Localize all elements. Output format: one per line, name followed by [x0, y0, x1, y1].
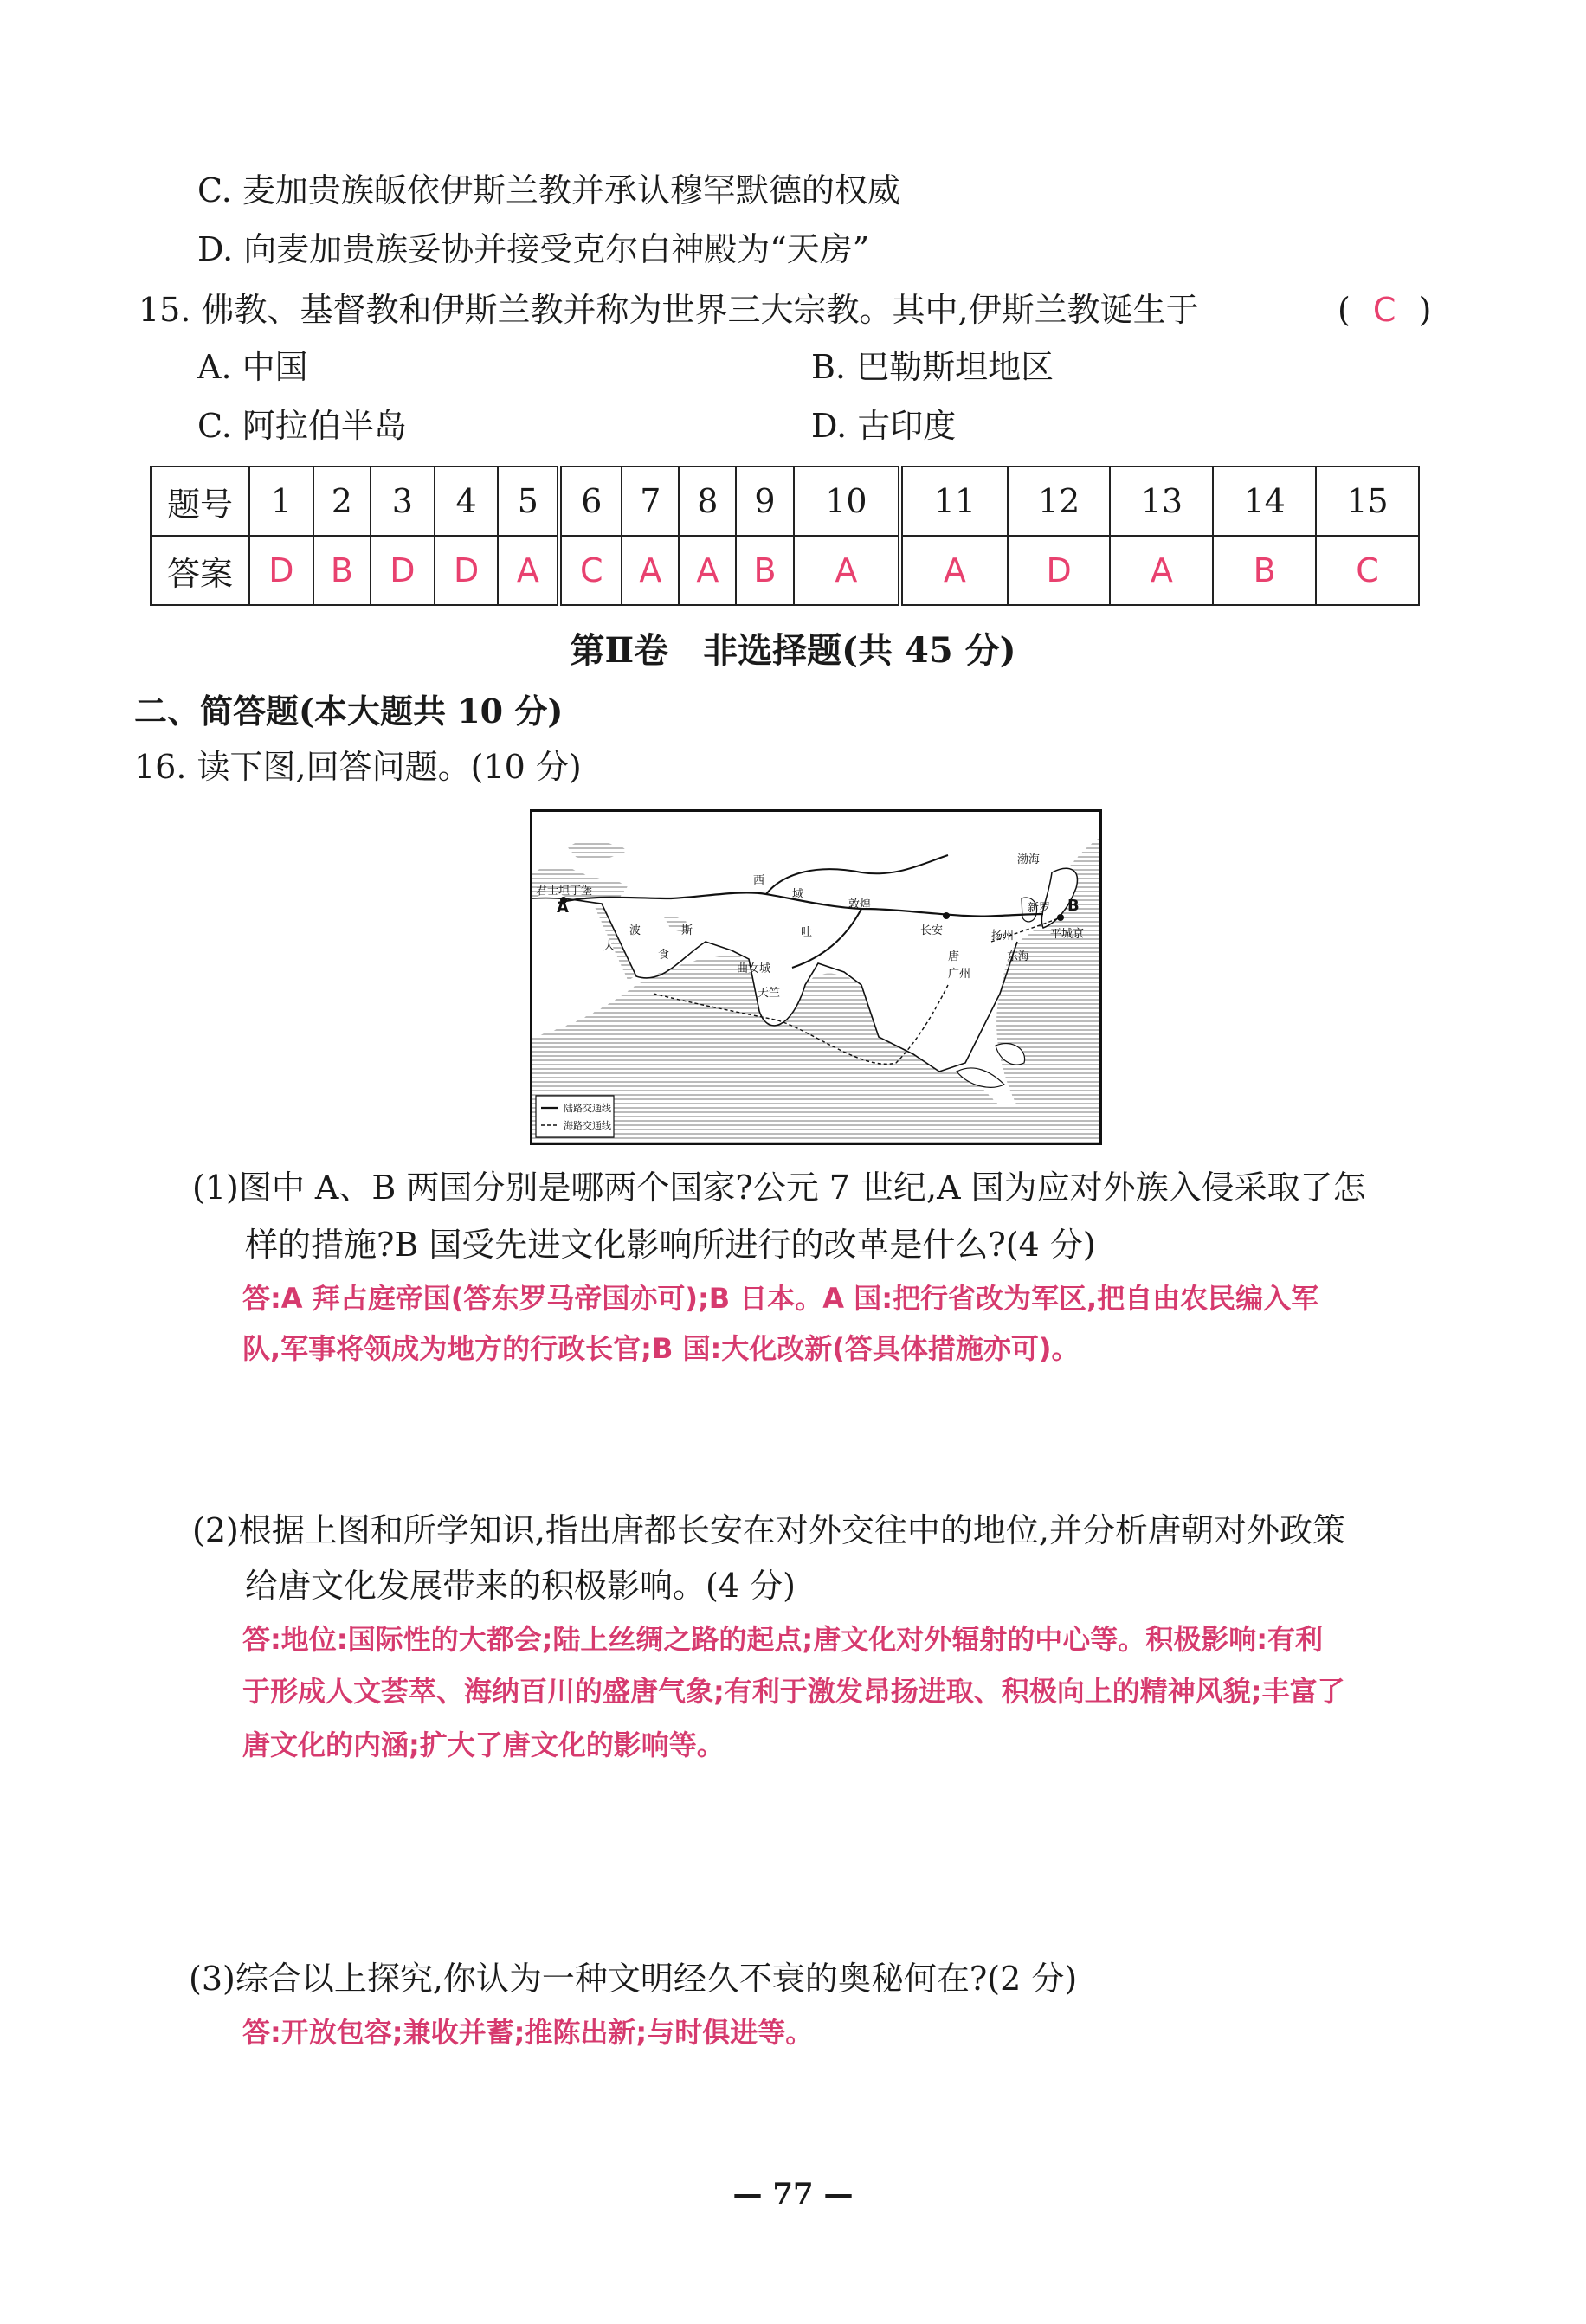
table-cell-answer: D [435, 536, 499, 605]
q15-stem: 15. 佛教、基督教和伊斯兰教并称为世界三大宗教。其中,伊斯兰教诞生于 [139, 291, 1199, 329]
q15-option-b: B. 巴勒斯坦地区 [811, 348, 1054, 386]
label-west: 西 [753, 874, 765, 887]
table-cell-number: 5 [498, 467, 559, 536]
table-cell-number: 11 [900, 467, 1008, 536]
label-xinluo: 新罗 [1028, 902, 1051, 915]
label-b: B [1067, 897, 1080, 915]
table-cell-answer: A [679, 536, 736, 605]
label-tianzhu: 天竺 [758, 987, 781, 1000]
table-cell-number: 10 [794, 467, 901, 536]
q15-option-c: C. 阿拉伯半岛 [197, 407, 407, 445]
page-number: — 77 — [732, 2177, 854, 2211]
q16-sub1-line1: (1)图中 A、B 两国分别是哪两个国家?公元 7 世纪,A 国为应对外族入侵采取了怎 [192, 1168, 1366, 1207]
answer-table [150, 466, 1420, 606]
label-dunhuang: 敦煌 [848, 898, 872, 911]
table-cell-answer: B [1213, 536, 1316, 605]
table-cell-answer: A [1110, 536, 1213, 605]
table-cell-number: 1 [249, 467, 313, 536]
answer-table-number-row [151, 467, 1419, 536]
label-region: 域 [792, 888, 804, 901]
table-cell-number: 14 [1213, 467, 1316, 536]
table-cell-number: 6 [559, 467, 622, 536]
table-cell-answer: A [794, 536, 901, 605]
label-tang: 唐 [948, 950, 960, 963]
label-donghai: 东海 [1007, 950, 1030, 963]
label-bo: 波 [629, 924, 641, 937]
q16-sub2-line2: 给唐文化发展带来的积极影响。(4 分) [245, 1567, 796, 1605]
q15-option-a: A. 中国 [197, 348, 308, 386]
label-guangzhou: 广州 [948, 968, 971, 981]
q16-sub1-answer-line1: 答:A 拜占庭帝国(答东罗马帝国亦可);B 日本。A 国:把行省改为军区,把自由农民编入军 [242, 1282, 1319, 1315]
q14-option-d: D. 向麦加贵族妥协并接受克尔白神殿为“天房” [197, 230, 870, 268]
q16-sub2-line1: (2)根据上图和所学知识,指出唐都长安在对外交往中的地位,并分析唐朝对外政策 [192, 1511, 1345, 1549]
table-cell-answer: A [900, 536, 1008, 605]
q16-sub2-answer-line3: 唐文化的内涵;扩大了唐文化的影响等。 [242, 1729, 725, 1761]
paren-close: ) [1418, 291, 1432, 329]
legend-land-label: 陆路交通线 [564, 1103, 611, 1114]
table-cell-answer: D [371, 536, 435, 605]
q15-option-d: D. 古印度 [811, 407, 957, 445]
legend-sea-label: 海路交通线 [564, 1120, 611, 1131]
q16-sub2-answer-line2: 于形成人文荟萃、海纳百川的盛唐气象;有利于激发昂扬进取、积极向上的精神风貌;丰富了 [242, 1675, 1345, 1708]
table-cell-number: 13 [1110, 467, 1213, 536]
table-cell-answer: B [736, 536, 793, 605]
q16-sub2-answer-line1: 答:地位:国际性的大都会;陆上丝绸之路的起点;唐文化对外辐射的中心等。积极影响:有利 [242, 1623, 1323, 1656]
label-bohai: 渤海 [1017, 853, 1041, 866]
label-shi: 食 [658, 949, 670, 962]
q14-option-c: C. 麦加贵族皈依伊斯兰教并承认穆罕默德的权威 [197, 171, 900, 209]
table-cell-number: 9 [736, 467, 793, 536]
q16-sub3-answer-line1: 答:开放包容;兼收并蓄;推陈出新;与时俱进等。 [242, 2016, 814, 2049]
table-cell-number: 2 [313, 467, 371, 536]
section2-title: 二、简答题(本大题共 10 分) [134, 692, 564, 731]
paren-open: ( [1338, 291, 1351, 329]
table-cell-number: 7 [622, 467, 679, 536]
q16-sub1-answer-line2: 队,军事将领成为地方的行政长官;B 国:大化改新(答具体措施亦可)。 [242, 1332, 1080, 1365]
row-label-numbers: 题号 [151, 467, 249, 536]
q16-stem: 16. 读下图,回答问题。(10 分) [134, 748, 582, 786]
label-tu: 吐 [801, 926, 813, 939]
table-cell-answer: A [498, 536, 559, 605]
table-cell-number: 12 [1008, 467, 1111, 536]
table-cell-answer: D [249, 536, 313, 605]
map-labels [532, 812, 1099, 1143]
table-cell-number: 4 [435, 467, 499, 536]
table-cell-number: 15 [1316, 467, 1419, 536]
part2-title: 第Ⅱ卷 非选择题(共 45 分) [570, 630, 1016, 671]
row-label-answers: 答案 [151, 536, 249, 605]
label-qu: 曲女城 [737, 962, 771, 975]
table-cell-answer: A [622, 536, 679, 605]
q16-sub1-line2: 样的措施?B 国受先进文化影响所进行的改革是什么?(4 分) [245, 1226, 1096, 1264]
label-a: A [557, 898, 569, 917]
table-cell-answer: B [313, 536, 371, 605]
label-pingcheng: 平城京 [1050, 928, 1085, 941]
table-cell-answer: C [1316, 536, 1419, 605]
label-constantinople: 君士坦丁堡 [536, 885, 593, 898]
label-si: 斯 [681, 924, 693, 937]
table-cell-answer: D [1008, 536, 1111, 605]
table-cell-number: 8 [679, 467, 736, 536]
table-cell-answer: C [559, 536, 622, 605]
q16-sub3-line1: (3)综合以上探究,你认为一种文明经久不衰的奥秘何在?(2 分) [189, 1960, 1078, 1998]
q15-answer-bracket [1338, 289, 1431, 331]
label-changan: 长安 [920, 924, 944, 937]
q15-answer: C [1372, 291, 1396, 329]
table-cell-number: 3 [371, 467, 435, 536]
answer-table-answer-row [151, 536, 1419, 605]
label-yangzhou: 扬州 [991, 930, 1015, 943]
label-da: 大 [603, 940, 616, 953]
tang-trade-routes-map [530, 809, 1102, 1145]
